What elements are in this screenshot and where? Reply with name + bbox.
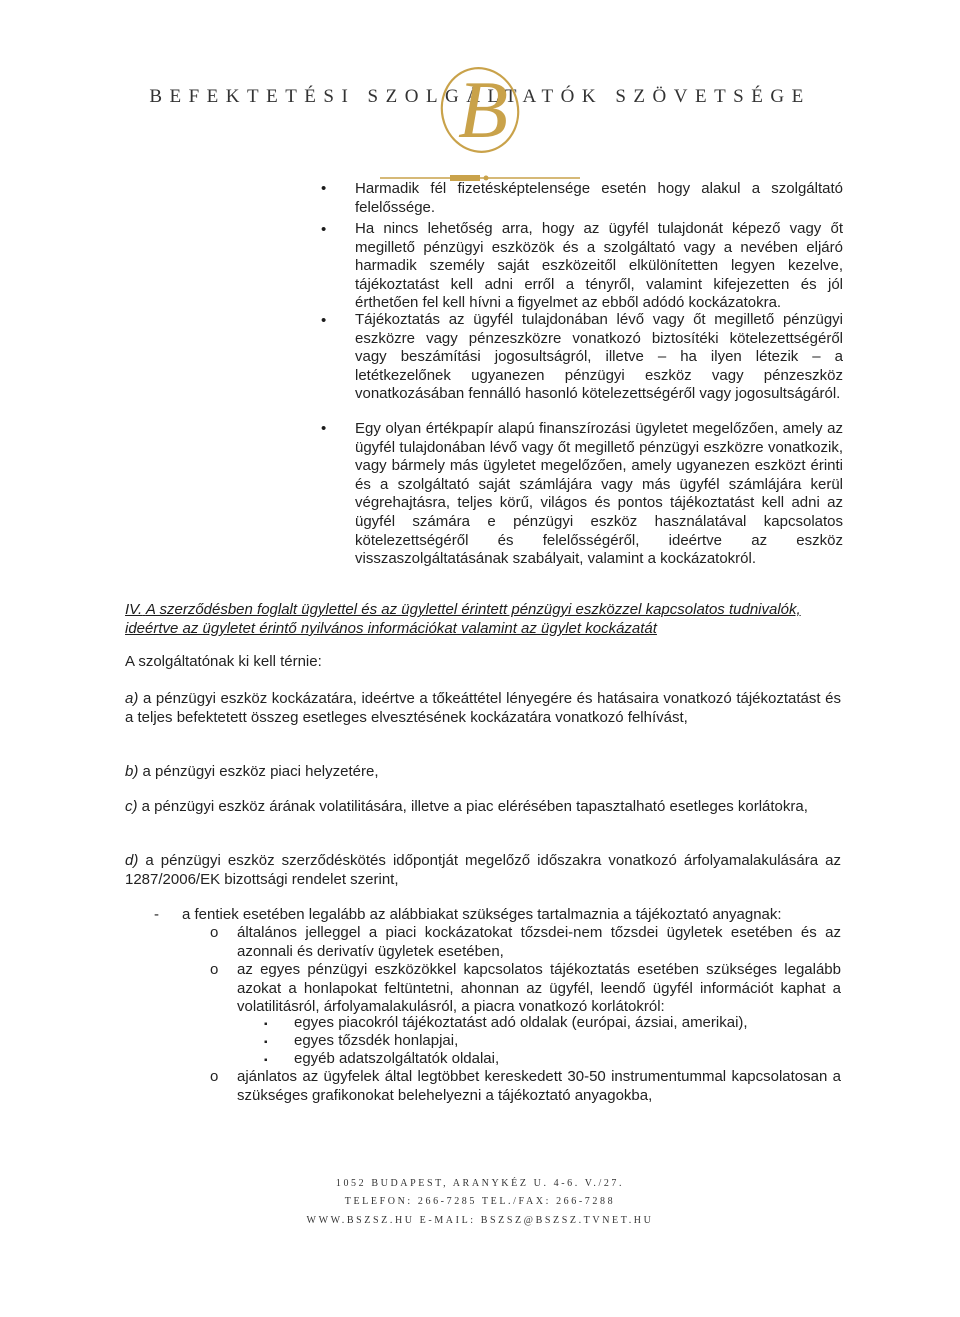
- item-letter: b): [125, 763, 139, 780]
- footer-phone: TELEFON: 266-7285 TEL./FAX: 266-7288: [344, 1196, 616, 1207]
- item-letter: d): [125, 852, 139, 869]
- section-title: A szerződésben foglalt ügylettel és az ügylettel érintett pénzügyi eszközzel kapcsolatos tudnivalók, ideértve az ügyletet érintő nyilvános információkat valamint az ügylet kockázatát: [125, 601, 801, 637]
- bsz-monogram-logo: [428, 55, 538, 165]
- lettered-item-a: [125, 690, 841, 727]
- footer-web: WWW.BSZSZ.HU E-MAIL: BSZSZ@BSZSZ.TVNET.HU: [306, 1215, 654, 1226]
- item-text: a pénzügyi eszköz árának volatilitására, illetve a piac elérésében tapasztalható esetleges korlátokra,: [141, 798, 808, 815]
- logo-letter: B: [458, 64, 509, 155]
- square-bullet-icon: ▪: [264, 1037, 268, 1048]
- lettered-item-d: [125, 852, 841, 889]
- organization-name: BEFEKTETÉSI SZOLGÁLTATÓK SZÖVETSÉGE: [149, 86, 811, 107]
- item-letter: a): [125, 690, 139, 707]
- dash-item: a fentiek esetében legalább az alábbiakat szükséges tartalmaznia a tájékoztató anyagnak:: [182, 906, 782, 923]
- item-text: a pénzügyi eszköz kockázatára, ideértve a tőkeáttétel lényegére és hatásaira vonatkozó tájékoztatást és a teljes befektetett összeg esetleges elvesztésének kockázatára vonatkozó felhívást,: [125, 690, 841, 726]
- sub-item: az egyes pénzügyi eszközökkel kapcsolatos tájékoztatás esetében szükséges legalább azokat a honlapokat feltüntetni, ahonnan az ügyfél, leendő ügyfél információt kaphat a volatilitásról, árfolyamalakulásról, a piacra vonatkozó korlátokról:: [237, 961, 841, 1016]
- bullet-item: Ha nincs lehetőség arra, hogy az ügyfél tulajdonát képező vagy őt megillető pénzügyi eszközök és a szolgáltató vagy a nevében eljáró harmadik személy saját eszközeitől elkülönítetten legyen kezelve, tájékoztatást kell adni erről a tényről, valamint kifejezetten és jól érthetően fel kell hívni a figyelmet az ebből adódó kockázatokra.: [355, 220, 843, 312]
- bullet-icon: •: [321, 180, 327, 197]
- section-intro: A szolgáltatónak ki kell térnie:: [125, 653, 322, 670]
- bullet-item: Tájékoztatás az ügyfél tulajdonában lévő vagy őt megillető pénzügyi eszközre vagy pénzeszközre vonatkozó biztosítéki kötelezettségéről vagy beszámítási jogosultságról, illetve – ha ilyen létezik – a letétkezelőnek ugyanezen pénzügyi eszköz vagy pénzeszköz vonatkozásában fennálló hasonló kötelezettségéről vagy jogosultságáról.: [355, 311, 843, 403]
- lettered-item-b: [125, 763, 841, 782]
- square-item: egyes piacokról tájékoztatást adó oldalak (európai, ázsiai, amerikai),: [294, 1014, 748, 1031]
- bullet-icon: •: [321, 312, 327, 329]
- item-text: a pénzügyi eszköz szerződéskötés időpontját megelőző időszakra vonatkozó árfolyamalakulására az 1287/2006/EK bizottsági rendelet szerint,: [125, 852, 841, 888]
- square-bullet-icon: ▪: [264, 1019, 268, 1030]
- circle-bullet-icon: o: [210, 924, 219, 941]
- item-letter: c): [125, 798, 138, 815]
- sub-item: általános jelleggel a piaci kockázatokat tőzsdei-nem tőzsdei ügyletek esetében és az azonnali és derivatív ügyletek esetében,: [237, 924, 841, 960]
- square-item: egyéb adatszolgáltatók oldalai,: [294, 1050, 500, 1067]
- section-heading: [125, 600, 845, 638]
- square-item: egyes tőzsdék honlapjai,: [294, 1032, 459, 1049]
- circle-bullet-icon: o: [210, 961, 219, 978]
- item-text: a pénzügyi eszköz piaci helyzetére,: [142, 763, 379, 780]
- bullet-item: Harmadik fél fizetésképtelensége esetén hogy alakul a szolgáltató felelőssége.: [355, 180, 843, 216]
- square-bullet-icon: ▪: [264, 1055, 268, 1066]
- circle-bullet-icon: o: [210, 1068, 219, 1085]
- bullet-icon: •: [321, 221, 327, 238]
- footer-address: 1052 BUDAPEST, ARANYKÉZ U. 4-6. V./27.: [335, 1178, 625, 1189]
- dash-icon: -: [154, 906, 159, 923]
- bullet-item: Egy olyan értékpapír alapú finanszírozási ügyletet megelőzően, amely az ügyfél tulajdonában lévő vagy őt megillető pénzügyi eszközre vonatkozik, vagy bármely más ügyletet megelőzően, amely ugyanezen eszközt érinti és a szolgáltató saját számlájára vagy más ügyfél számlájára kerül végrehajtásra, teljes körű, világos és pontos tájékoztatást kell adni az ügyfél számára e pénzügyi eszköz használatával kapcsolatos kötelezettségéről és felelősségéről, ideértve az eszköz visszaszolgáltatásának szabályait, valamint a kockázatokról.: [355, 420, 843, 568]
- lettered-item-c: [125, 798, 841, 817]
- bullet-icon: •: [321, 420, 327, 437]
- sub-item: ajánlatos az ügyfelek által legtöbbet kereskedett 30-50 instrumentummal kapcsolatosan a szükséges grafikonokat belehelyezni a tájékoztató anyagokba,: [237, 1068, 841, 1104]
- section-number: IV.: [125, 601, 143, 618]
